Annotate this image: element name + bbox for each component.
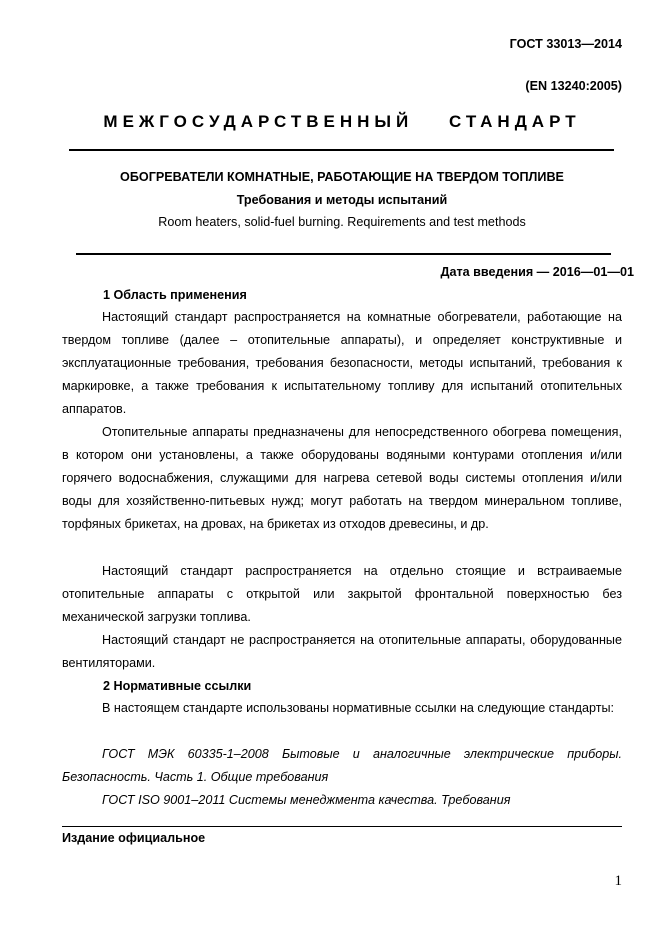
standard-kind: МЕЖГОСУДАРСТВЕННЫЙ СТАНДАРТ xyxy=(103,112,581,131)
introduction-date: Дата введения — 2016—01—01 xyxy=(440,265,634,279)
edition-note: Издание официальное xyxy=(62,831,206,845)
reference-item: ГОСТ МЭК 60335-1–2008 Бытовые и аналогичные электрические приборы. Безопасность. Часть 1. Общие требования xyxy=(62,747,622,785)
header-divider xyxy=(69,149,614,151)
title-divider xyxy=(76,253,611,255)
en-equivalent: (EN 13240:2005) xyxy=(525,79,622,93)
scope-paragraph: Настоящий стандарт не распространяется на отопительные аппараты, оборудованные вентиляторами. xyxy=(62,633,622,671)
footer-divider xyxy=(62,826,622,827)
document-title: ОБОГРЕВАТЕЛИ КОМНАТНЫЕ, РАБОТАЮЩИЕ НА ТВЕРДОМ ТОПЛИВЕ xyxy=(120,170,564,184)
standard-code: ГОСТ 33013—2014 xyxy=(509,37,622,51)
section-heading-scope: 1 Область применения xyxy=(103,288,247,302)
english-title: Room heaters, solid-fuel burning. Requirements and test methods xyxy=(158,215,526,229)
scope-paragraph: Отопительные аппараты предназначены для непосредственного обогрева помещения, в котором они установлены, а также оборудованы водяными контурами отопления и/или горячего водоснабжения, служащими для нагрева сетевой воды системы отопления и/или воды для хозяйственно-питьевых нужд; могут работать на твердом минеральном топливе, торфяных брикетах, на дровах, на брикетах из отходов древесины, и др. xyxy=(62,425,622,532)
document-subtitle: Требования и методы испытаний xyxy=(236,193,448,207)
scope-paragraph: Настоящий стандарт распространяется на комнатные обогреватели, работающие на твердом топливе (далее – отопительные аппараты), и определяет конструктивные и эксплуатационные требования, требования безопасности, методы испытаний, требования к маркировке, а также требования к испытательному топливу для испытаний отопительных аппаратов. xyxy=(62,310,622,417)
references-paragraph: В настоящем стандарте использованы нормативные ссылки на следующие стандарты: xyxy=(102,701,615,715)
section-heading-references: 2 Нормативные ссылки xyxy=(103,679,252,693)
scope-paragraph: Настоящий стандарт распространяется на отдельно стоящие и встраиваемые отопительные аппараты с открытой или закрытой фронтальной поверхностью без механической загрузки топлива. xyxy=(62,564,622,625)
reference-item: ГОСТ ISO 9001–2011 Системы менеджмента качества. Требования xyxy=(102,793,511,807)
page-number: 1 xyxy=(614,873,622,889)
